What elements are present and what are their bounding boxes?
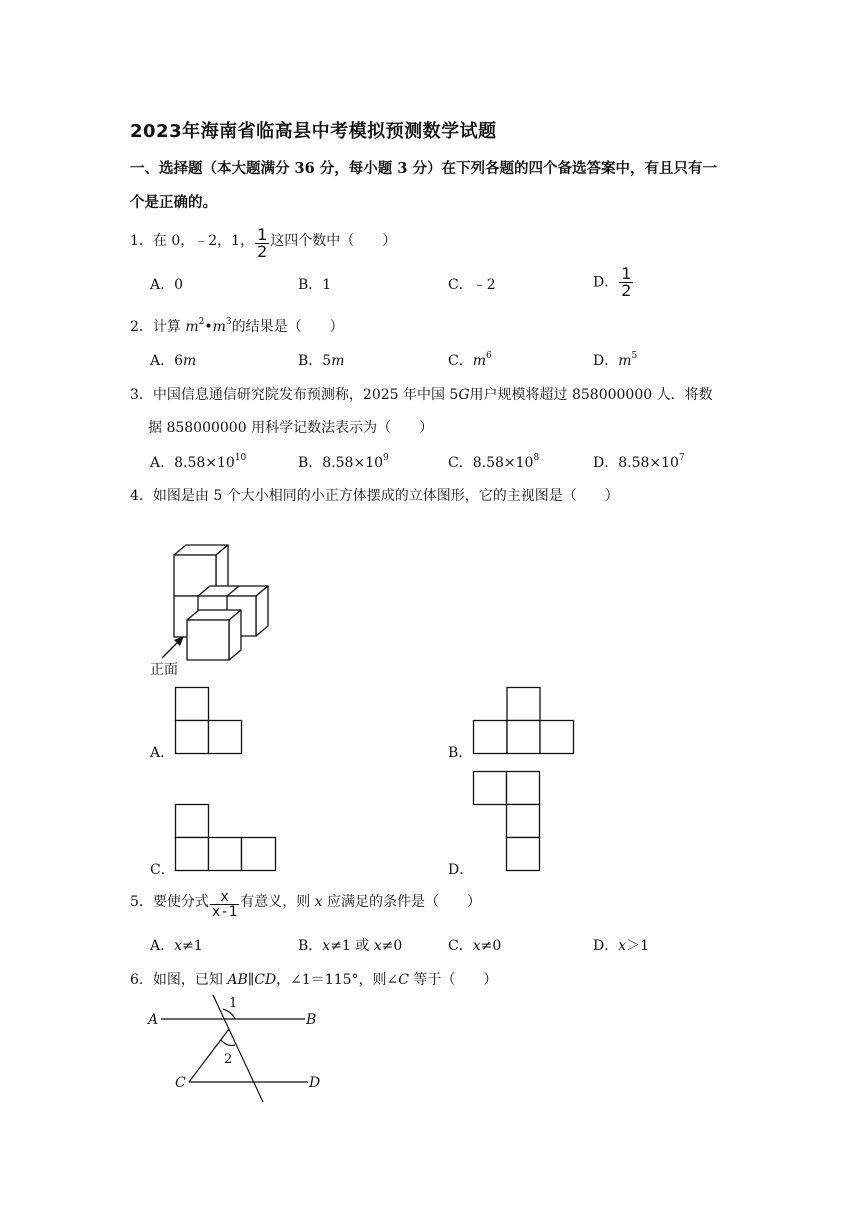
q5-a-var: x — [174, 938, 183, 954]
q6-c: C — [398, 972, 409, 988]
q4-option-b-label: B． — [448, 745, 473, 761]
q5-frac-num: x — [220, 889, 229, 905]
q3-var-g: G — [458, 387, 470, 403]
q2-a-label: A．6 — [150, 353, 184, 369]
angle-2-arc — [221, 1040, 235, 1045]
q2-c-label: C． — [448, 353, 473, 369]
q5-suffix-b: 应满足的条件是（ ） — [322, 894, 482, 910]
q1-option-b: B．1 — [298, 277, 332, 293]
point-a-label: A — [148, 1012, 159, 1028]
q1-option-d-fraction — [619, 266, 633, 299]
q2-exp2: 3 — [225, 317, 232, 327]
q5-c-rest: ≠0 — [480, 938, 502, 954]
q2-base2: m — [212, 319, 226, 335]
q4-option-c-figure — [175, 804, 277, 872]
angle-1-label: 1 — [229, 996, 238, 1011]
q5-a-label: A． — [150, 938, 175, 954]
parallel-lines-figure — [145, 990, 335, 1105]
question-3-line2: 据 858000000 用科学记数法表示为（ ） — [148, 420, 434, 436]
transversal-line — [213, 995, 263, 1102]
q2-b-label: B．5 — [298, 353, 332, 369]
q2-a-var: m — [183, 353, 197, 369]
q3-d-exp: 7 — [678, 453, 685, 463]
q3-b-text: B．8.58×10 — [298, 455, 384, 471]
angle-2-label: 2 — [224, 1052, 233, 1067]
q5-b-label: B． — [298, 938, 323, 954]
question-3-line1 — [130, 384, 713, 404]
q5-a-rest: ≠1 — [182, 938, 203, 954]
q5-b-var1: x — [322, 938, 331, 954]
q1-d-frac-den: 2 — [621, 281, 632, 300]
q2-b-var: m — [331, 353, 345, 369]
q3-d-text: D．8.58×10 — [593, 455, 679, 471]
q2-option-b — [298, 350, 344, 370]
q4-option-d-label: D． — [448, 862, 474, 878]
q2-dot: • — [204, 319, 213, 335]
q5-d-var: x — [618, 938, 627, 954]
q6-suffix: 等于（ ） — [408, 972, 498, 988]
q3-b-exp: 9 — [383, 453, 389, 463]
q6-mid: ，∠1＝115°，则∠ — [276, 972, 399, 988]
section-heading-line1: 一、选择题（本大题满分 36 分，每小题 3 分）在下列各题的四个备选答案中，有且只有一 — [130, 160, 717, 177]
q2-base1: m — [185, 319, 199, 335]
q3-option-a — [150, 452, 246, 472]
q5-frac-den: x-1 — [211, 904, 238, 920]
q1-option-a: A．0 — [150, 277, 184, 293]
q5-prefix: 5．要使分式 — [130, 894, 209, 910]
q1-d-frac-num: 1 — [621, 264, 632, 283]
q5-option-c — [448, 935, 501, 955]
q3-a-exp: 10 — [234, 453, 247, 463]
q5-c-var: x — [472, 938, 481, 954]
q2-c-var: m — [472, 353, 486, 369]
q4-option-c-label: C． — [150, 862, 175, 878]
q5-option-b — [298, 935, 402, 955]
q1-frac-num: 1 — [257, 225, 268, 244]
q5-b-mid: ≠1 或 — [330, 938, 374, 954]
q4-option-a-label: A． — [150, 745, 175, 761]
q1-option-d-label: D． — [593, 274, 619, 291]
question-4: 4．如图是由 5 个大小相同的小正方体摆成的立体图形，它的主视图是（ ） — [130, 488, 619, 504]
q2-exp1: 2 — [198, 317, 205, 327]
q3-text-b: 用户规模将超过 858000000 人．将数 — [469, 387, 713, 403]
question-1 — [130, 227, 396, 260]
q4-option-d-figure — [473, 771, 541, 872]
q5-fraction — [210, 890, 239, 919]
question-5 — [130, 890, 481, 919]
q5-d-rest: ＞1 — [626, 938, 650, 954]
q4-option-a-figure — [175, 687, 243, 755]
q1-option-c: C．﹣2 — [448, 277, 496, 293]
point-b-label: B — [306, 1012, 317, 1028]
section-heading-line2: 个是正确的。 — [130, 194, 217, 211]
q3-option-c — [448, 452, 539, 472]
q5-option-a — [150, 935, 203, 955]
q6-ab: AB — [227, 972, 248, 988]
q4-option-b-figure — [473, 687, 575, 755]
q5-suffix-a: 有意义，则 — [240, 894, 315, 910]
q5-b-var2: x — [373, 938, 382, 954]
point-c-label: C — [175, 1075, 186, 1091]
q3-a-text: A．8.58×10 — [150, 455, 235, 471]
question-6 — [130, 969, 497, 989]
q3-option-b — [298, 452, 389, 472]
front-view-label: 正面 — [150, 662, 178, 678]
q2-option-d — [593, 350, 637, 370]
q1-option-d — [593, 266, 634, 299]
q1-suffix: 这四个数中（ ） — [270, 233, 397, 249]
q2-option-a — [150, 350, 196, 370]
q5-d-label: D． — [593, 938, 619, 954]
q1-prefix: 1．在 0，﹣2，1， — [130, 233, 255, 249]
q5-b-rest: ≠0 — [381, 938, 403, 954]
q2-suffix: 的结果是（ ） — [231, 319, 344, 335]
q2-d-exp: 5 — [631, 351, 638, 361]
q1-frac-den: 2 — [257, 242, 268, 261]
q6-cd: CD — [254, 972, 277, 988]
q6-prefix: 6．如图，已知 — [130, 972, 228, 988]
q5-var: x — [314, 894, 323, 910]
q3-option-d — [593, 452, 685, 472]
q5-c-label: C． — [448, 938, 473, 954]
q2-option-c — [448, 350, 492, 370]
q3-c-exp: 8 — [533, 453, 540, 463]
q3-text-a: 3．中国信息通信研究院发布预测称，2025 年中国 5 — [130, 387, 459, 403]
q2-d-var: m — [618, 353, 632, 369]
q3-c-text: C．8.58×10 — [448, 455, 534, 471]
q2-prefix: 2．计算 — [130, 319, 186, 335]
point-d-label: D — [309, 1075, 321, 1091]
question-2 — [130, 316, 344, 336]
q6-parallel: ∥ — [247, 972, 255, 988]
q5-option-d — [593, 935, 649, 955]
q1-fraction — [255, 227, 269, 260]
q2-c-exp: 6 — [486, 351, 492, 361]
segment-c-to-transversal — [189, 1029, 229, 1082]
q2-d-label: D． — [593, 353, 619, 369]
page-title: 2023年海南省临高县中考模拟预测数学试题 — [130, 121, 497, 142]
